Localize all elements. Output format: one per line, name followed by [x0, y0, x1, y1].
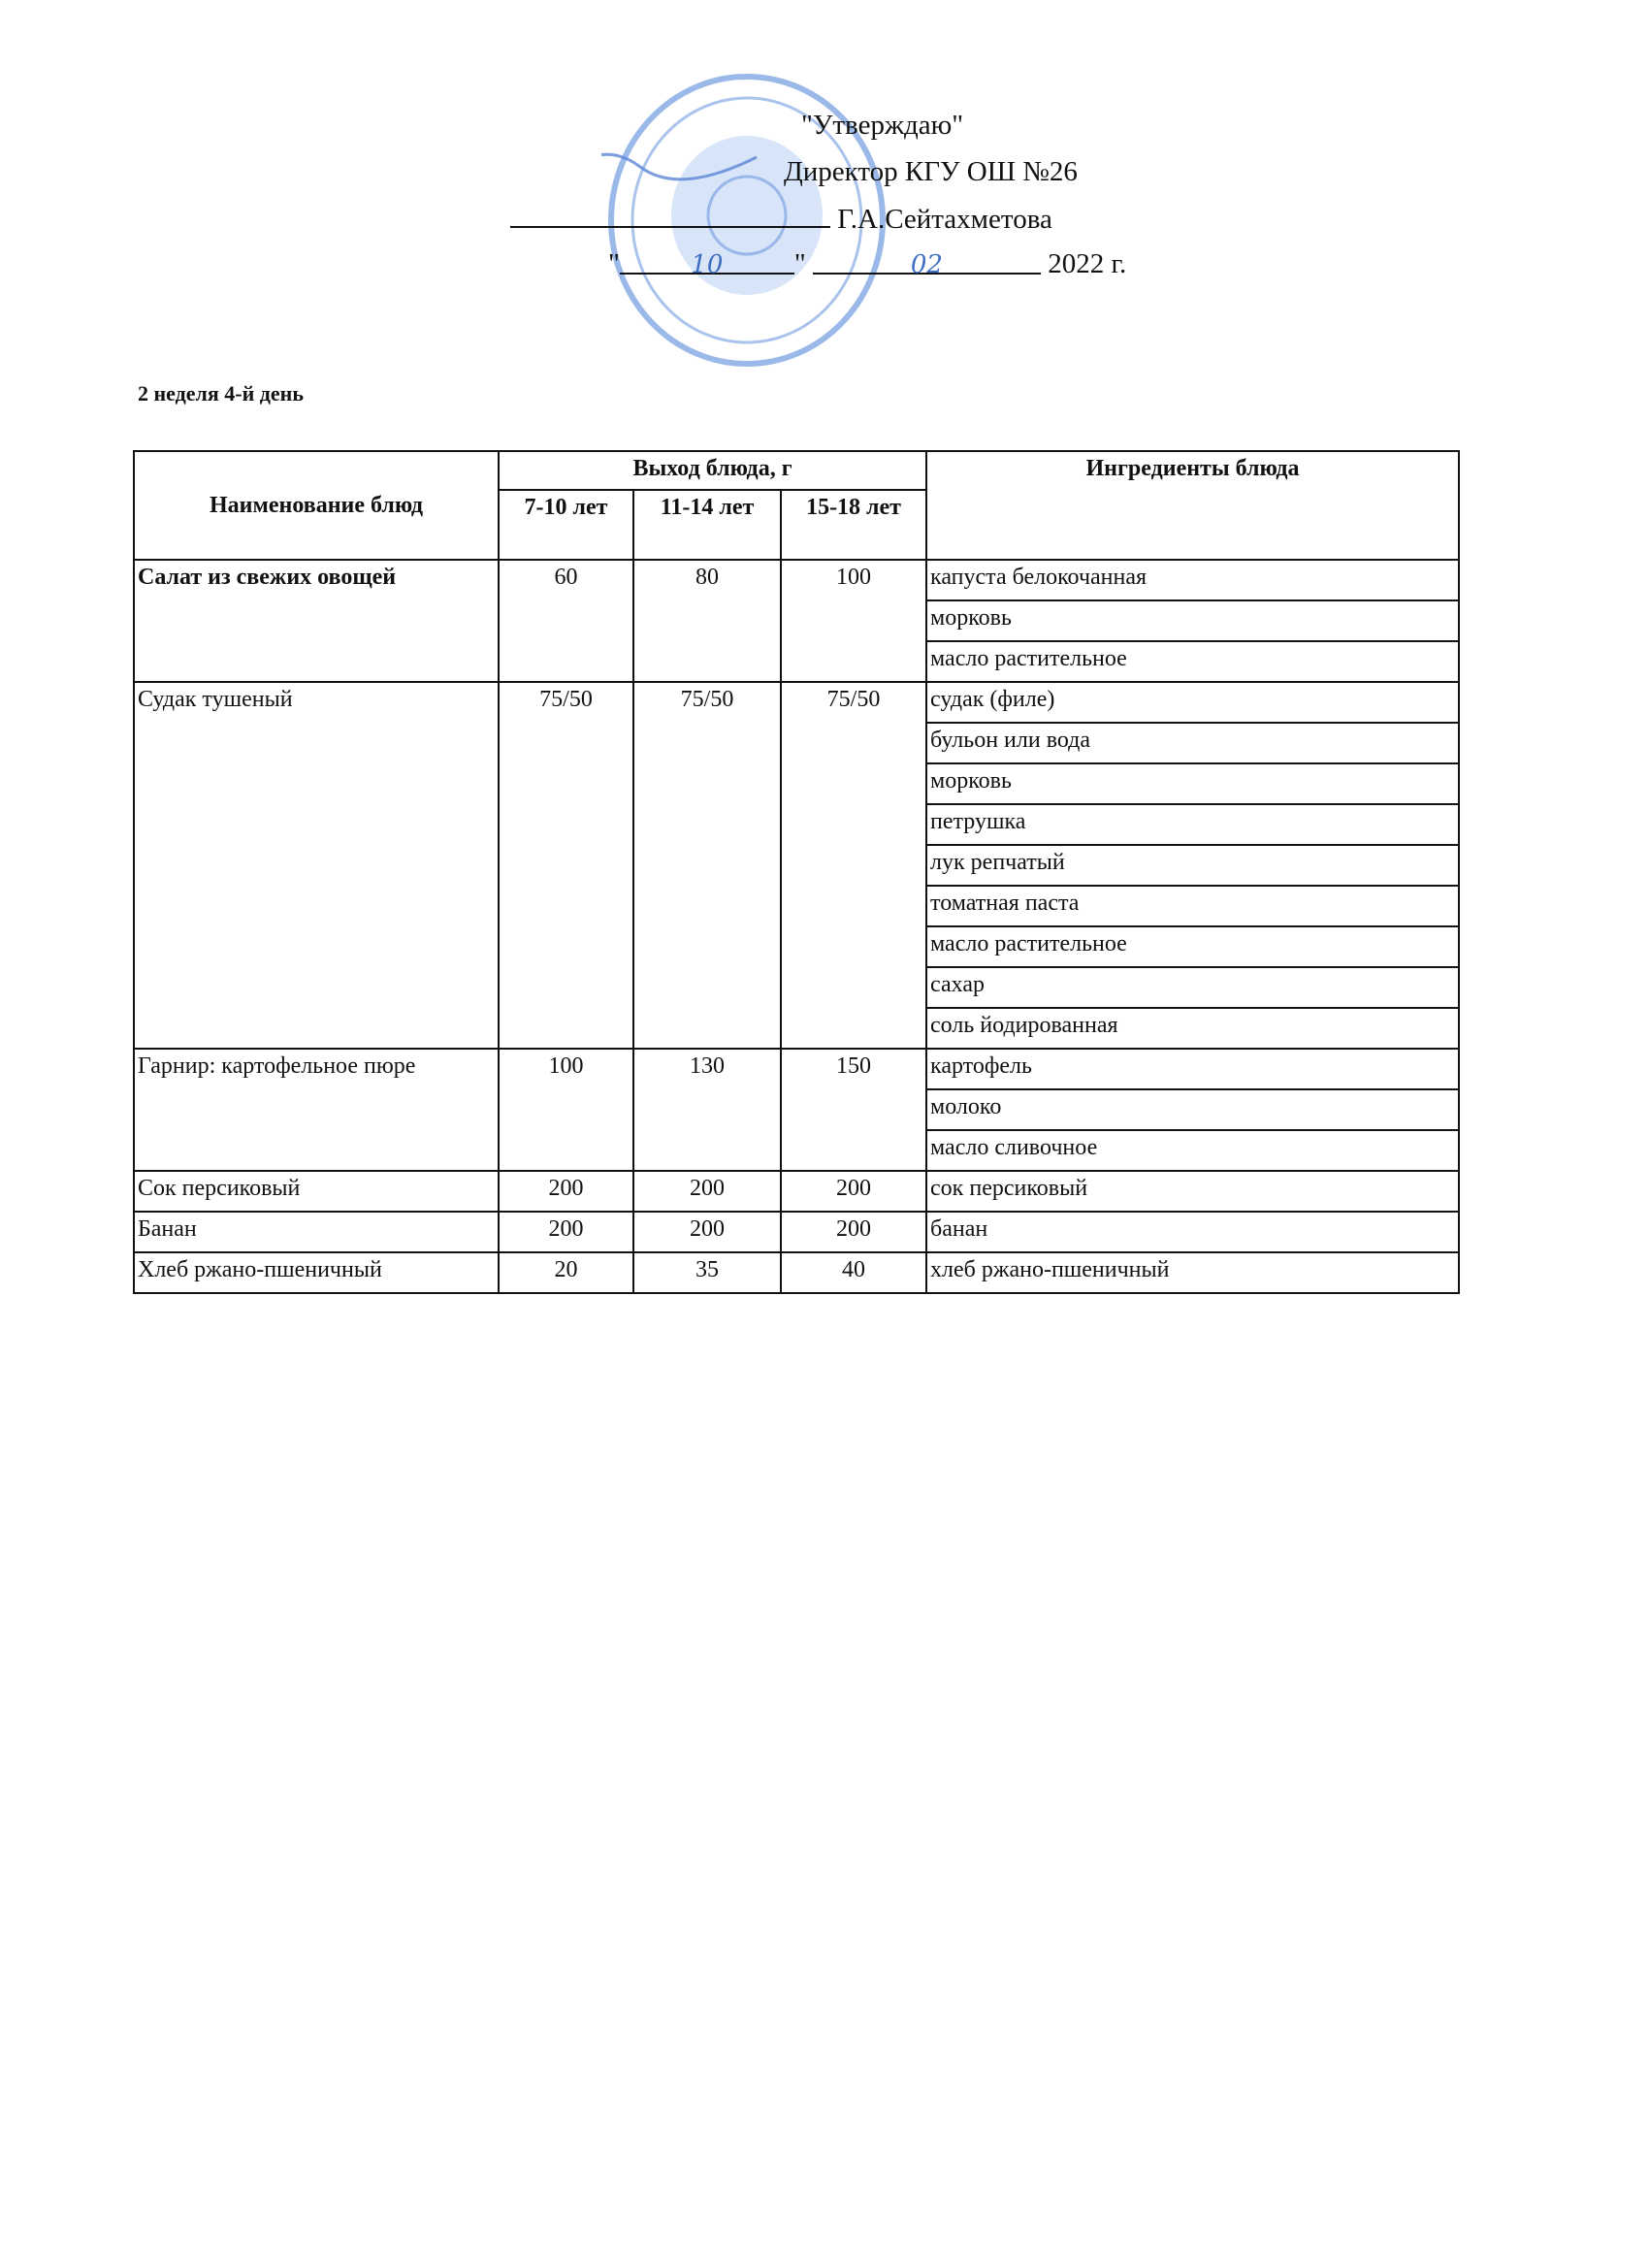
approval-name: Г.А.Сейтахметова	[837, 204, 1052, 235]
dish-yield: 20	[499, 1252, 633, 1293]
dish-yield: 150	[781, 1049, 926, 1171]
ingredient: судак (филе)	[926, 682, 1459, 723]
table-row	[134, 560, 1459, 600]
header-age-7-10: 7-10 лет	[499, 490, 633, 560]
approval-title: "Утверждаю"	[801, 110, 964, 141]
date-year: 2022 г.	[1048, 248, 1127, 279]
approval-position: Директор КГУ ОШ №26	[784, 156, 1078, 187]
dish-name: Сок персиковый	[134, 1171, 499, 1212]
ingredient: лук репчатый	[926, 845, 1459, 886]
dish-yield: 200	[499, 1171, 633, 1212]
ingredient: хлеб ржано-пшеничный	[926, 1252, 1459, 1293]
ingredient: капуста белокочанная	[926, 560, 1459, 600]
menu-table	[133, 450, 1460, 1294]
dish-yield: 75/50	[781, 682, 926, 1049]
ingredient: сахар	[926, 967, 1459, 1008]
dish-name: Гарнир: картофельное пюре	[134, 1049, 499, 1171]
table-row	[134, 682, 1459, 723]
dish-yield: 200	[781, 1212, 926, 1252]
signature-underline	[510, 201, 830, 228]
dish-yield: 80	[633, 560, 781, 682]
dish-name: Салат из свежих овощей	[134, 560, 499, 682]
dish-name: Судак тушеный	[134, 682, 499, 1049]
dish-yield: 200	[633, 1212, 781, 1252]
header-age-15-18: 15-18 лет	[781, 490, 926, 560]
approval-signature-line	[510, 201, 1052, 236]
ingredient: морковь	[926, 763, 1459, 804]
ingredient: банан	[926, 1212, 1459, 1252]
ingredient: соль йодированная	[926, 1008, 1459, 1049]
header-ingredients: Ингредиенты блюда	[926, 451, 1459, 560]
dish-yield: 100	[781, 560, 926, 682]
dish-yield: 100	[499, 1049, 633, 1171]
dish-yield: 75/50	[499, 682, 633, 1049]
table-row	[134, 1252, 1459, 1293]
ingredient: петрушка	[926, 804, 1459, 845]
table-row	[134, 1171, 1459, 1212]
dish-yield: 60	[499, 560, 633, 682]
date-month: 02	[910, 250, 943, 279]
date-day: 10	[691, 250, 724, 279]
header-dish-name: Наименование блюд	[134, 451, 499, 560]
day-title: 2 неделя 4-й день	[138, 381, 304, 405]
approval-date: " 10 " 02 2022 г.	[608, 248, 1127, 279]
ingredient: сок персиковый	[926, 1171, 1459, 1212]
dish-yield: 75/50	[633, 682, 781, 1049]
dish-name: Банан	[134, 1212, 499, 1252]
ingredient: масло растительное	[926, 641, 1459, 682]
dish-yield: 35	[633, 1252, 781, 1293]
dish-yield: 200	[499, 1212, 633, 1252]
dish-yield: 130	[633, 1049, 781, 1171]
ingredient: молоко	[926, 1089, 1459, 1130]
header-age-11-14: 11-14 лет	[633, 490, 781, 560]
ingredient: томатная паста	[926, 886, 1459, 926]
dish-yield: 40	[781, 1252, 926, 1293]
ingredient: бульон или вода	[926, 723, 1459, 763]
table-row	[134, 1049, 1459, 1089]
date-day-field	[620, 247, 794, 279]
table-row	[134, 1212, 1459, 1252]
ingredient: картофель	[926, 1049, 1459, 1089]
date-month-field	[813, 247, 1041, 279]
ingredient: масло растительное	[926, 926, 1459, 967]
ingredient: масло сливочное	[926, 1130, 1459, 1171]
dish-yield: 200	[633, 1171, 781, 1212]
ingredient: морковь	[926, 600, 1459, 641]
dish-name: Хлеб ржано-пшеничный	[134, 1252, 499, 1293]
header-yield: Выход блюда, г	[499, 451, 926, 490]
dish-yield: 200	[781, 1171, 926, 1212]
